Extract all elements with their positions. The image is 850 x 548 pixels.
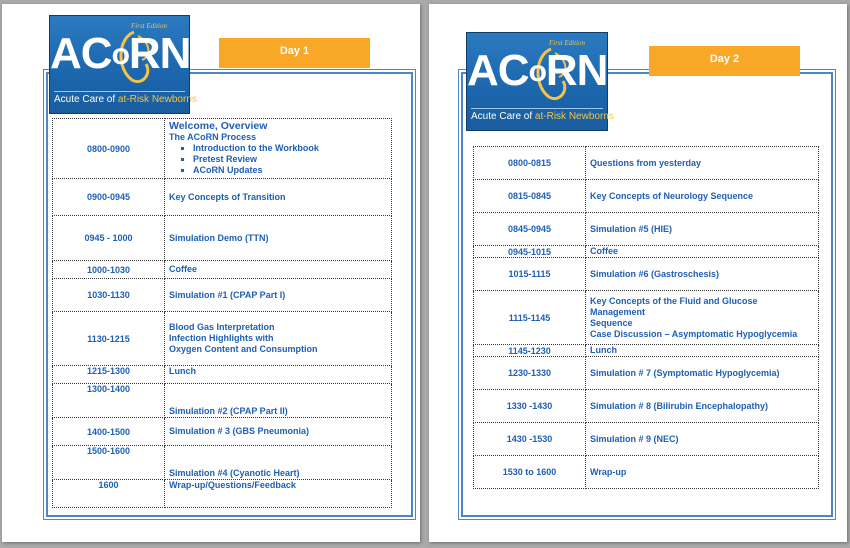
activity-text: Welcome, Overview — [169, 120, 268, 132]
activity-cell — [165, 418, 392, 446]
sub-topic-list — [169, 143, 387, 176]
schedule-row — [53, 279, 392, 312]
time-cell: 1015-1115 — [474, 258, 586, 291]
activity-text: Lunch — [169, 366, 196, 376]
activity-cell — [586, 246, 819, 258]
activity-cell — [165, 216, 392, 261]
schedule-row — [53, 446, 392, 480]
activity-text: Simulation #4 (Cyanotic Heart) — [169, 468, 300, 478]
time-cell: 0945 - 1000 — [53, 216, 165, 261]
time-cell: 1130-1215 — [53, 312, 165, 366]
schedule-row — [474, 357, 819, 390]
time-cell: 1400-1500 — [53, 418, 165, 446]
activity-text: Key Concepts of Transition — [169, 191, 286, 202]
time-cell: 0815-0845 — [474, 180, 586, 213]
activity-cell — [165, 119, 392, 179]
activity-text: Simulation #1 (CPAP Part I) — [169, 289, 286, 300]
schedule-row — [474, 456, 819, 489]
logo-edition: First Edition — [549, 39, 585, 47]
day-1-schedule-table — [52, 118, 392, 508]
time-cell: 0800-0900 — [53, 119, 165, 179]
logo-edition: First Edition — [131, 22, 167, 30]
schedule-row — [474, 147, 819, 180]
logo-wordmark: ACoRN — [50, 29, 191, 78]
time-cell: 1600 — [53, 480, 165, 508]
logo-wordmark: ACoRN — [467, 46, 608, 95]
time-cell: 1215-1300 — [53, 366, 165, 384]
activity-text: Simulation # 7 (Symptomatic Hypoglycemia) — [590, 367, 780, 378]
page-day-1 — [2, 4, 420, 542]
time-cell: 0900-0945 — [53, 179, 165, 216]
activity-cell — [165, 261, 392, 279]
acorn-logo — [466, 32, 614, 131]
activity-text: Simulation #5 (HIE) — [590, 223, 673, 234]
schedule-row — [53, 418, 392, 446]
schedule-row — [474, 291, 819, 345]
time-cell: 1115-1145 — [474, 291, 586, 345]
activity-text: Infection Highlights with — [169, 333, 274, 343]
time-cell: 1145-1230 — [474, 345, 586, 357]
schedule-row — [53, 384, 392, 418]
activity-text: Case Discussion – Asymptomatic Hypoglycemia — [590, 328, 798, 339]
activity-cell — [586, 213, 819, 246]
acorn-logo — [49, 15, 197, 114]
activity-text: Wrap-up/Questions/Feedback — [169, 480, 296, 490]
activity-cell — [586, 390, 819, 423]
activity-cell — [586, 180, 819, 213]
activity-cell — [586, 147, 819, 180]
activity-text: The ACoRN Process — [169, 132, 257, 142]
schedule-row — [474, 246, 819, 258]
activity-text: Simulation #6 (Gastroschesis) — [590, 268, 720, 279]
logo-tagline: Acute Care of at-Risk Newborns — [54, 91, 185, 105]
activity-cell — [586, 345, 819, 357]
activity-text: Simulation # 3 (GBS Pneumonia) — [169, 426, 310, 436]
activity-text: Simulation # 9 (NEC) — [590, 433, 679, 444]
schedule-row — [53, 179, 392, 216]
activity-text: Simulation Demo (TTN) — [169, 232, 269, 243]
time-cell: 1330 -1430 — [474, 390, 586, 423]
activity-text: Sequence — [590, 317, 633, 328]
sub-topic-item: ▪ Pretest Review — [193, 154, 387, 165]
day-2-schedule-table — [473, 146, 819, 489]
activity-text: Blood Gas Interpretation — [169, 322, 275, 332]
activity-text: Key Concepts of Neurology Sequence — [590, 190, 754, 201]
activity-cell — [165, 446, 392, 480]
schedule-row — [474, 423, 819, 456]
activity-cell — [165, 384, 392, 418]
activity-cell — [586, 357, 819, 390]
time-cell: 1000-1030 — [53, 261, 165, 279]
activity-cell — [586, 456, 819, 489]
activity-cell — [586, 258, 819, 291]
time-cell: 1030-1130 — [53, 279, 165, 312]
schedule-row — [474, 345, 819, 357]
sub-topic-item: ▪ Introduction to the Workbook — [193, 143, 387, 154]
page-day-2 — [429, 4, 847, 542]
activity-cell — [165, 366, 392, 384]
activity-text: Key Concepts of the Fluid and Glucose Management — [590, 295, 758, 317]
time-cell: 1230-1330 — [474, 357, 586, 390]
activity-cell — [165, 279, 392, 312]
activity-text: Coffee — [169, 264, 198, 274]
activity-cell — [165, 480, 392, 508]
time-cell: 1530 to 1600 — [474, 456, 586, 489]
time-cell: 0800-0815 — [474, 147, 586, 180]
activity-text: Simulation #2 (CPAP Part II) — [169, 406, 288, 416]
time-cell: 1300-1400 — [53, 384, 165, 418]
time-cell: 1500-1600 — [53, 446, 165, 480]
schedule-row — [474, 390, 819, 423]
time-cell: 0845-0945 — [474, 213, 586, 246]
logo-tagline: Acute Care of at-Risk Newborns — [471, 108, 603, 122]
time-cell: 1430 -1530 — [474, 423, 586, 456]
schedule-row — [53, 261, 392, 279]
activity-text: Wrap-up — [590, 466, 627, 477]
activity-text: Questions from yesterday — [590, 157, 702, 168]
activity-cell — [586, 423, 819, 456]
schedule-row — [474, 213, 819, 246]
time-cell: 0945-1015 — [474, 246, 586, 258]
schedule-row — [53, 312, 392, 366]
activity-cell — [165, 179, 392, 216]
schedule-row — [53, 216, 392, 261]
schedule-row — [53, 366, 392, 384]
activity-text: Simulation # 8 (Bilirubin Encephalopathy) — [590, 400, 769, 411]
schedule-row — [53, 119, 392, 179]
day-1-label: Day 1 — [219, 38, 370, 68]
sub-topic-item: ▪ ACoRN Updates — [193, 165, 387, 176]
schedule-row — [474, 258, 819, 291]
day-2-label: Day 2 — [649, 46, 800, 76]
activity-text: Oxygen Content and Consumption — [169, 344, 318, 354]
activity-text: Coffee — [590, 246, 619, 256]
activity-cell — [586, 291, 819, 345]
schedule-row — [53, 480, 392, 508]
activity-text: Lunch — [590, 345, 617, 355]
activity-cell — [165, 312, 392, 366]
schedule-row — [474, 180, 819, 213]
